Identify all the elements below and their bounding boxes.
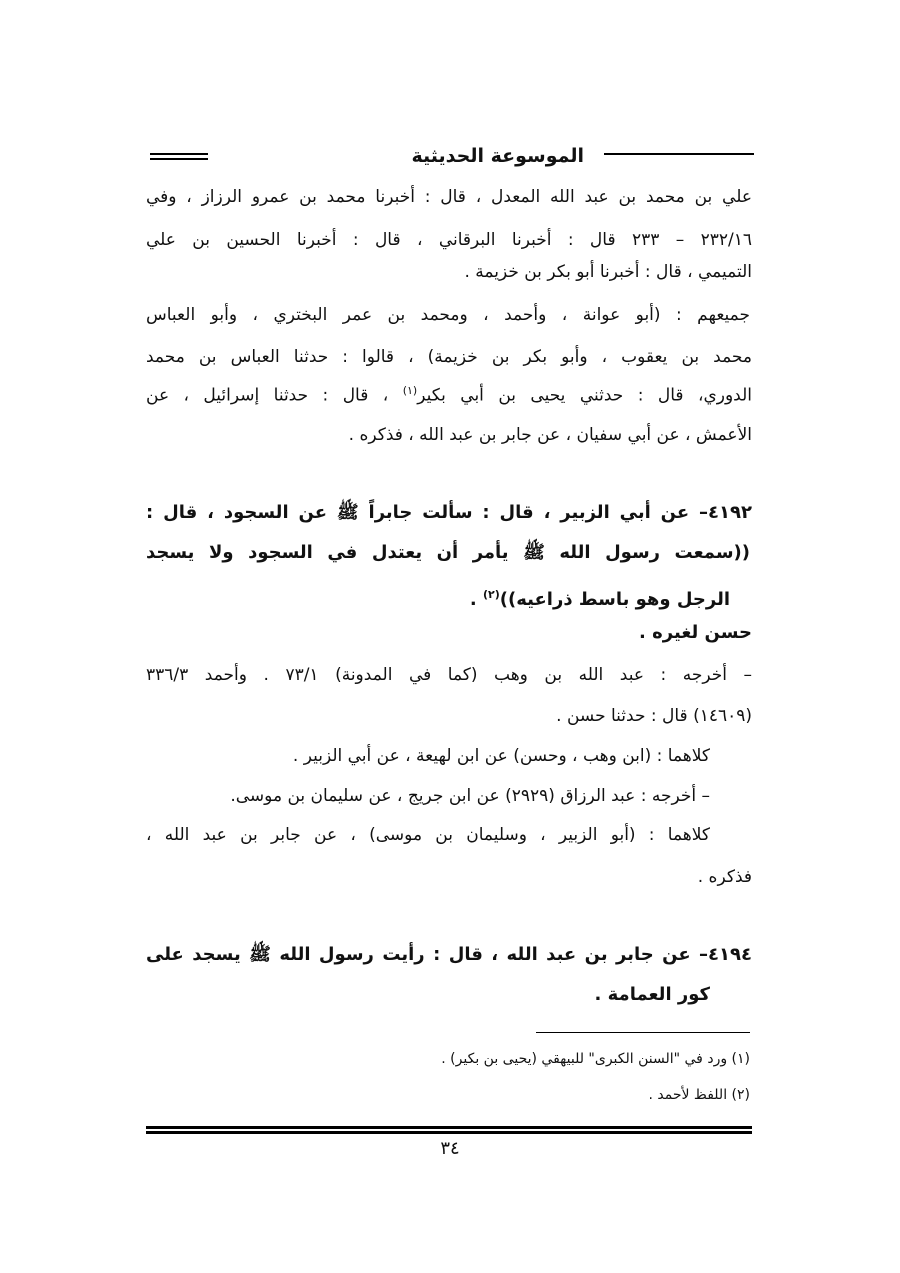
hadith-4192-line: ٤١٩٢– عن أبي الزبير ، قال : سألت جابراً ﷺ عن السجود ، قال :	[146, 502, 752, 523]
hadith-4192-line	[124, 580, 730, 615]
text-segment: الرجل وهو باسط ذراعيه))	[499, 589, 730, 610]
takhrij-line: (١٤٦٠٩) قال : حدثنا حسن .	[556, 706, 752, 726]
header-title: الموسوعة الحديثية	[402, 142, 595, 170]
text-line: علي بن محمد بن عبد الله المعدل ، قال : أخبرنا محمد بن عمرو الرزاز ، وفي	[146, 187, 752, 207]
hadith-grade: حسن لغيره .	[639, 622, 752, 643]
footnote-ref: (٢)	[483, 588, 500, 601]
hadith-4192-line: ((سمعت رسول الله ﷺ يأمر أن يعتدل في السجود ولا يسجد	[146, 542, 750, 563]
footer-rule	[146, 1126, 752, 1129]
hadith-4194-line: كور العمامة .	[594, 984, 710, 1005]
takhrij-line: كلاهما : (أبو الزبير ، وسليمان بن موسى) ، عن جابر بن عبد الله ،	[146, 825, 710, 845]
takhrij-line: – أخرجه : عبد الله بن وهب (كما في المدونة) ٧٣/١ . وأحمد ٣٣٦/٣	[146, 665, 752, 685]
text-segment: الدوري، قال : حدثني يحيى بن أبي بكير	[417, 385, 752, 406]
footnote: (١) ورد في "السنن الكبرى" للبيهقي (يحيى بن بكير) .	[441, 1051, 750, 1067]
takhrij-line: – أخرجه : عبد الرزاق (٢٩٢٩) عن ابن جريج ، عن سليمان بن موسى.	[230, 786, 710, 806]
text-segment: ، قال : حدثنا إسرائيل ، عن	[146, 385, 389, 406]
text-line: ٢٣٢/١٦ – ٢٣٣ قال : أخبرنا البرقاني ، قال : أخبرنا الحسين بن علي	[146, 230, 753, 250]
takhrij-line: كلاهما : (ابن وهب ، وحسن) عن ابن لهيعة ، عن أبي الزبير .	[292, 746, 710, 766]
text-line: الأعمش ، عن أبي سفيان ، عن جابر بن عبد الله ، فذكره .	[348, 425, 752, 445]
text-line: التميمي ، قال : أخبرنا أبو بكر بن خزيمة .	[464, 262, 752, 282]
text-line: محمد بن يعقوب ، وأبو بكر بن خزيمة) ، قالوا : حدثنا العباس بن محمد	[146, 347, 752, 367]
page-number: ٣٤	[440, 1138, 460, 1159]
takhrij-line: فذكره .	[697, 867, 752, 887]
footnote: (٢) اللفظ لأحمد .	[648, 1087, 750, 1103]
hadith-4194-line: ٤١٩٤– عن جابر بن عبد الله ، قال : رأيت رسول الله ﷺ يسجد على	[146, 944, 752, 965]
running-header	[150, 143, 754, 171]
text-line-with-footnote	[146, 376, 752, 411]
text-segment: .	[469, 589, 477, 610]
footnote-ref: (١)	[402, 384, 418, 397]
header-rule-right	[604, 153, 754, 155]
header-rule-left	[150, 153, 208, 155]
text-line: جميعهم : (أبو عوانة ، وأحمد ، ومحمد بن عمر البختري ، وأبو العباس	[146, 305, 750, 325]
footnote-separator	[536, 1032, 750, 1033]
